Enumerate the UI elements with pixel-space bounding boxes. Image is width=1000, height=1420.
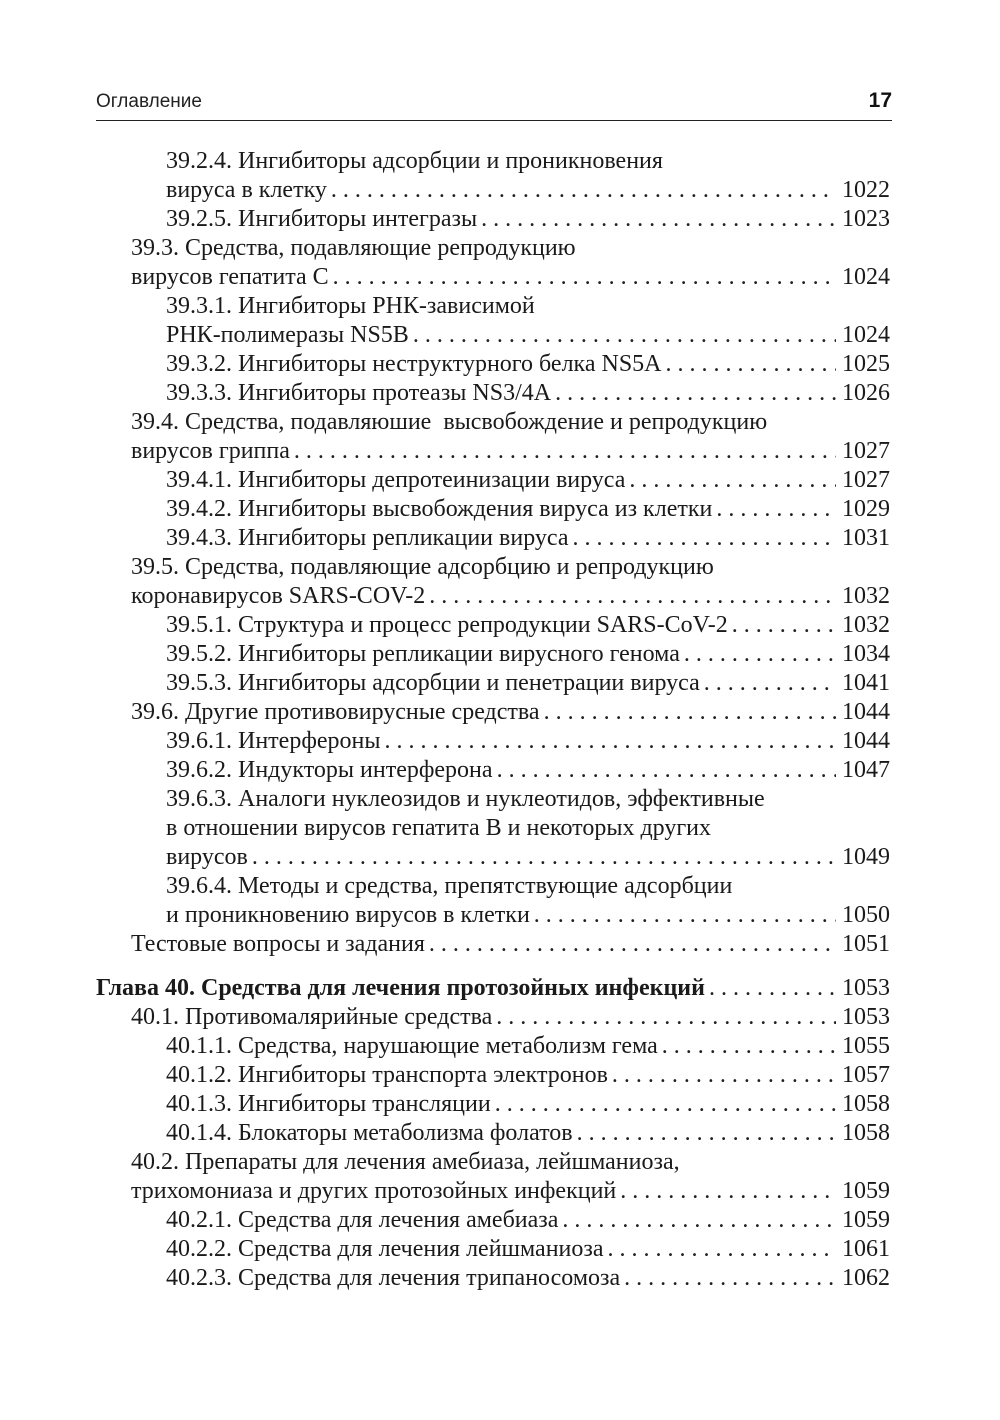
dot-leader bbox=[294, 437, 836, 466]
toc-entry-line[interactable] bbox=[166, 669, 890, 698]
toc-entry-title: вирусов bbox=[166, 844, 248, 870]
toc-entry-line[interactable] bbox=[166, 843, 890, 872]
toc-entry-title: 40.2.1. Средства для лечения амебиаза bbox=[166, 1207, 559, 1233]
toc-entry-line[interactable] bbox=[131, 698, 890, 727]
toc-chapter-title: Глава 40. Средства для лечения протозойных инфекций bbox=[96, 975, 705, 1001]
toc-entry-line[interactable] bbox=[166, 1206, 890, 1235]
toc-entry-page: 1024 bbox=[842, 264, 890, 290]
toc-entry-title: 39.2.4. Ингибиторы адсорбции и проникновения bbox=[166, 148, 663, 174]
toc-entry-title: 39.6.2. Индукторы интерферона bbox=[166, 757, 493, 783]
dot-leader bbox=[534, 901, 836, 930]
dot-leader bbox=[608, 1235, 836, 1264]
toc-entry-line[interactable] bbox=[131, 553, 890, 582]
dot-leader bbox=[331, 176, 836, 205]
toc-entry-title: коронавирусов SARS-COV-2 bbox=[131, 583, 426, 609]
toc-entry-title: 39.4.2. Ингибиторы высвобождения вируса из клетки bbox=[166, 496, 713, 522]
toc-entry-title: 40.2. Препараты для лечения амебиаза, лейшманиоза, bbox=[131, 1149, 680, 1175]
toc-entry-title: 40.1.1. Средства, нарушающие метаболизм гема bbox=[166, 1033, 658, 1059]
toc-entry-line[interactable] bbox=[166, 756, 890, 785]
toc-entry-title: 40.1.2. Ингибиторы транспорта электронов bbox=[166, 1062, 608, 1088]
toc-entry-page: 1059 bbox=[842, 1207, 890, 1233]
toc-entry-title: 39.5.3. Ингибиторы адсорбции и пенетрации вируса bbox=[166, 670, 700, 696]
toc-entry-title: 39.5.1. Структура и процесс репродукции SARS-CoV-2 bbox=[166, 612, 728, 638]
toc-entry-title: 40.2.2. Средства для лечения лейшманиоза bbox=[166, 1236, 604, 1262]
dot-leader bbox=[555, 379, 836, 408]
toc-entry-page: 1032 bbox=[842, 612, 890, 638]
toc-entry-title: 39.4. Средства, подавляюшие высвобождение и репродукцию bbox=[131, 409, 768, 435]
toc-entry-page: 1022 bbox=[842, 177, 890, 203]
toc-entry-page: 1058 bbox=[842, 1091, 890, 1117]
toc-entry-page: 1055 bbox=[842, 1033, 890, 1059]
toc-entry-title: 39.5.2. Ингибиторы репликации вирусного генома bbox=[166, 641, 680, 667]
toc-chapter-line[interactable] bbox=[96, 974, 890, 1003]
dot-leader bbox=[429, 582, 836, 611]
toc-entry-page: 1034 bbox=[842, 641, 890, 667]
toc-entry-line[interactable] bbox=[166, 640, 890, 669]
toc-entry-title: 40.1.4. Блокаторы метаболизма фолатов bbox=[166, 1120, 573, 1146]
toc-entry-page: 1044 bbox=[842, 699, 890, 725]
toc-entry-line[interactable] bbox=[166, 1119, 890, 1148]
toc-entry-title: 39.6.3. Аналоги нуклеозидов и нуклеотидов, эффективные bbox=[166, 786, 765, 812]
dot-leader bbox=[252, 843, 836, 872]
toc-entry-title: вируса в клетку bbox=[166, 177, 327, 203]
toc-entry-page: 1027 bbox=[842, 438, 890, 464]
toc-entry-page: 1049 bbox=[842, 844, 890, 870]
toc-entry-line[interactable] bbox=[131, 582, 890, 611]
dot-leader bbox=[577, 1119, 836, 1148]
toc-entry-line[interactable] bbox=[131, 234, 890, 263]
dot-leader bbox=[684, 640, 836, 669]
toc-entry-page: 1058 bbox=[842, 1120, 890, 1146]
dot-leader bbox=[704, 669, 836, 698]
toc-entry-page: 1050 bbox=[842, 902, 890, 928]
toc-entry-page: 1059 bbox=[842, 1178, 890, 1204]
toc-entry-line[interactable] bbox=[166, 1235, 890, 1264]
dot-leader bbox=[496, 1003, 836, 1032]
toc-entry-page: 1053 bbox=[842, 975, 890, 1001]
toc-entry-page: 1023 bbox=[842, 206, 890, 232]
toc-entry-title: 39.3.1. Ингибиторы РНК-зависимой bbox=[166, 293, 535, 319]
toc-entry-line[interactable] bbox=[166, 901, 890, 930]
toc-entry-line[interactable] bbox=[166, 176, 890, 205]
toc-entry-line[interactable] bbox=[166, 350, 890, 379]
toc-entry-line[interactable] bbox=[131, 408, 890, 437]
dot-leader bbox=[666, 350, 836, 379]
toc-entry-line[interactable] bbox=[166, 379, 890, 408]
dot-leader bbox=[429, 930, 836, 959]
toc-entry-page: 1024 bbox=[842, 322, 890, 348]
toc-entry-page: 1027 bbox=[842, 467, 890, 493]
toc-entry-line[interactable] bbox=[166, 814, 890, 843]
toc-entry-line[interactable] bbox=[166, 524, 890, 553]
toc-entry-line[interactable] bbox=[166, 1061, 890, 1090]
dot-leader bbox=[612, 1061, 836, 1090]
toc-entry-title: вирусов гриппа bbox=[131, 438, 290, 464]
toc-entry-title: 39.6.1. Интерфероны bbox=[166, 728, 381, 754]
dot-leader bbox=[662, 1032, 836, 1061]
toc-entry-line[interactable] bbox=[131, 930, 890, 959]
dot-leader bbox=[562, 1206, 836, 1235]
toc-entry-title: 40.1.3. Ингибиторы трансляции bbox=[166, 1091, 491, 1117]
toc-entry-line[interactable] bbox=[166, 147, 890, 176]
toc-entry-page: 1057 bbox=[842, 1062, 890, 1088]
toc-entry-line[interactable] bbox=[166, 321, 890, 350]
dot-leader bbox=[385, 727, 837, 756]
toc-entry-line[interactable] bbox=[166, 466, 890, 495]
dot-leader bbox=[481, 205, 836, 234]
toc-entry-title: трихомониаза и других протозойных инфекций bbox=[131, 1178, 617, 1204]
toc-entry-line[interactable] bbox=[166, 495, 890, 524]
dot-leader bbox=[497, 756, 836, 785]
toc-entry-line[interactable] bbox=[166, 1264, 890, 1293]
toc-entry-title: Тестовые вопросы и задания bbox=[131, 931, 425, 957]
dot-leader bbox=[413, 321, 836, 350]
toc-entry-title: вирусов гепатита С bbox=[131, 264, 329, 290]
dot-leader bbox=[716, 495, 836, 524]
toc-entry-page: 1044 bbox=[842, 728, 890, 754]
toc-entry-line[interactable] bbox=[131, 1177, 890, 1206]
toc-entry-title: 39.6. Другие противовирусные средства bbox=[131, 699, 540, 725]
toc-entry-page: 1026 bbox=[842, 380, 890, 406]
toc-entry-line[interactable] bbox=[166, 1090, 890, 1119]
toc-entry-title: 39.3. Средства, подавляющие репродукцию bbox=[131, 235, 576, 261]
toc-entry-line[interactable] bbox=[131, 263, 890, 292]
toc-entry-line[interactable] bbox=[166, 205, 890, 234]
toc-entry-line[interactable] bbox=[166, 727, 890, 756]
toc-entry-line[interactable] bbox=[166, 785, 890, 814]
toc-entry-title: и проникновению вирусов в клетки bbox=[166, 902, 530, 928]
toc-entry-line[interactable] bbox=[131, 437, 890, 466]
toc-entry-page: 1032 bbox=[842, 583, 890, 609]
toc-entry-title: 40.2.3. Средства для лечения трипаносомоза bbox=[166, 1265, 621, 1291]
toc-entry-title: 39.3.2. Ингибиторы неструктурного белка NS5A bbox=[166, 351, 662, 377]
dot-leader bbox=[624, 1264, 836, 1293]
toc-entry-page: 1061 bbox=[842, 1236, 890, 1262]
running-title: Оглавление bbox=[96, 91, 202, 112]
toc-entry-title: 39.6.4. Методы и средства, препятствующие адсорбции bbox=[166, 873, 733, 899]
toc-entry-line[interactable] bbox=[131, 1003, 890, 1032]
toc-entry-line[interactable] bbox=[166, 611, 890, 640]
toc-entry-page: 1031 bbox=[842, 525, 890, 551]
toc-entry-page: 1053 bbox=[842, 1004, 890, 1030]
toc-entry-line[interactable] bbox=[166, 292, 890, 321]
toc-entry-page: 1062 bbox=[842, 1265, 890, 1291]
toc-entry-title: 39.2.5. Ингибиторы интегразы bbox=[166, 206, 478, 232]
toc-entry-title: 39.3.3. Ингибиторы протеазы NS3/4A bbox=[166, 380, 552, 406]
page-number: 17 bbox=[868, 89, 892, 112]
dot-leader bbox=[544, 698, 836, 727]
toc-entry-page: 1029 bbox=[842, 496, 890, 522]
dot-leader bbox=[495, 1090, 836, 1119]
toc-entry-title: 39.4.3. Ингибиторы репликации вируса bbox=[166, 525, 569, 551]
toc-entry-line[interactable] bbox=[131, 1148, 890, 1177]
dot-leader bbox=[709, 974, 836, 1003]
toc-entry-title: 40.1. Противомалярийные средства bbox=[131, 1004, 493, 1030]
dot-leader bbox=[629, 466, 836, 495]
toc-entry-title: 39.4.1. Ингибиторы депротеинизации вируса bbox=[166, 467, 626, 493]
toc-entry-line[interactable] bbox=[166, 1032, 890, 1061]
toc-entry-page: 1025 bbox=[842, 351, 890, 377]
toc-entry-page: 1047 bbox=[842, 757, 890, 783]
dot-leader bbox=[333, 263, 836, 292]
toc-entry-title: в отношении вирусов гепатита В и некоторых других bbox=[166, 815, 712, 841]
dot-leader bbox=[620, 1177, 836, 1206]
dot-leader bbox=[732, 611, 836, 640]
toc-entry-title: РНК-полимеразы NS5B bbox=[166, 322, 409, 348]
toc-entry-page: 1051 bbox=[842, 931, 890, 957]
toc-entry-page: 1041 bbox=[842, 670, 890, 696]
toc-entry-title: 39.5. Средства, подавляющие адсорбцию и репродукцию bbox=[131, 554, 714, 580]
dot-leader bbox=[572, 524, 836, 553]
toc-entry-line[interactable] bbox=[166, 872, 890, 901]
